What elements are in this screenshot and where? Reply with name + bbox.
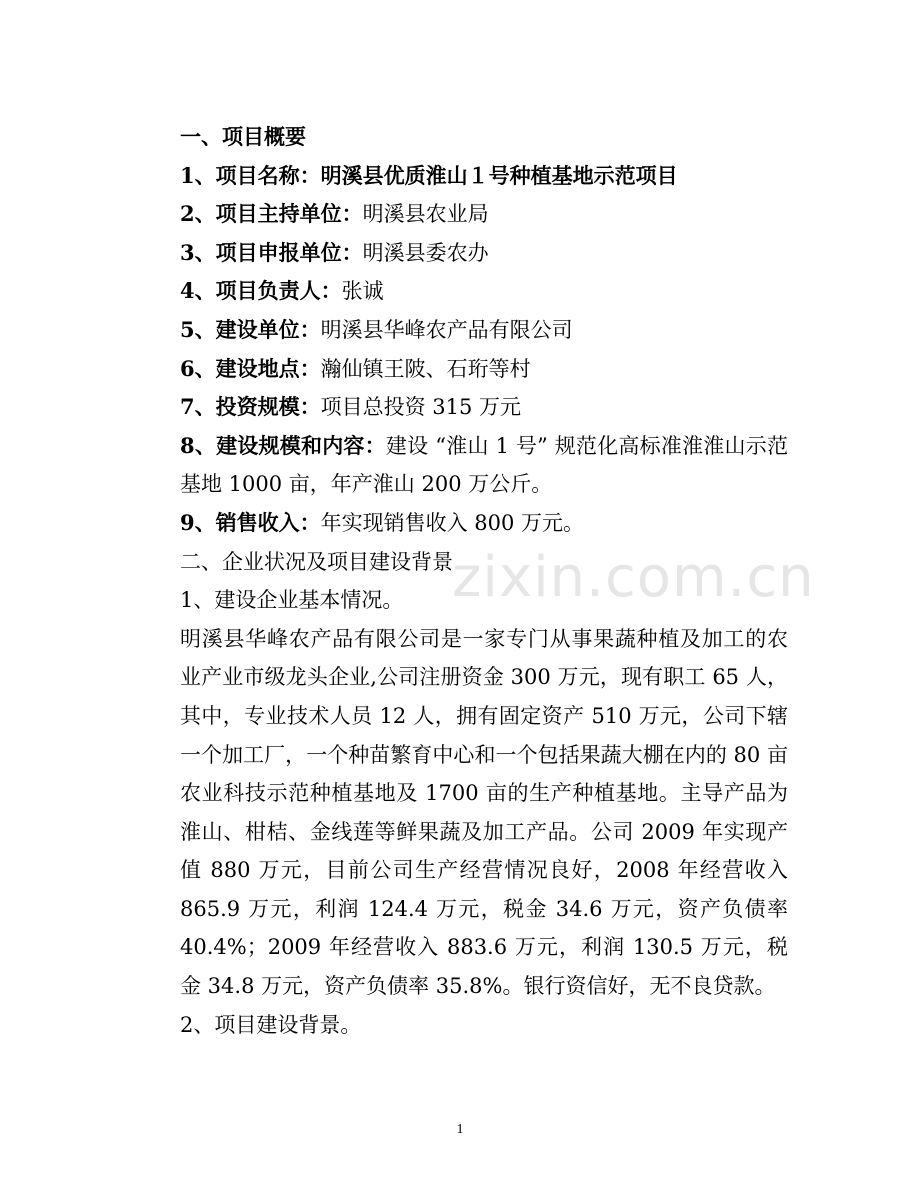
item-sales-revenue (138, 504, 788, 543)
document-body (138, 118, 788, 1044)
item-label: 7、投资规模： (180, 394, 321, 420)
subsection-1-title: 1、建设企业基本情况。 (180, 588, 404, 613)
item-label: 1、项目名称： (180, 162, 321, 188)
item-label: 4、项目负责人： (180, 278, 342, 304)
item-value: 瀚仙镇王陂、石珩等村 (320, 356, 531, 381)
subsection-2-title: 2、项目建设背景。 (180, 1012, 362, 1037)
item-location (138, 350, 788, 389)
item-label: 2、项目主持单位： (180, 201, 363, 227)
item-value: 项目总投资 315 万元 (320, 395, 522, 420)
watermark: zixin.com.cn (452, 545, 815, 610)
section-heading: 一、项目概要 (180, 124, 306, 149)
item-value: 明溪县华峰农产品有限公司 (320, 317, 573, 342)
item-value: 明溪县委农办 (362, 240, 489, 265)
item-construction-unit (138, 311, 788, 350)
item-value: 建设 “淮山 1 号” 规范化高标准淮淮山示范基地 1000 亩，年产淮山 200 万公斤。 (180, 433, 788, 497)
item-value: 明溪县农业局 (362, 202, 489, 227)
item-value: 张诚 (341, 279, 384, 304)
item-project-name (138, 157, 788, 196)
company-profile-paragraph: 明溪县华峰农产品有限公司是一家专门从事果蔬种植及加工的农业产业市级龙头企业,公司注册资金 300 万元，现有职工 65 人，其中，专业技术人员 12 人，拥有固定资产 510 万元，公司下辖一个加工厂，一个种苗繁育中心和一个包括果蔬大棚在内的 80 亩农业科技示范种植基地及 1700 亩的生产种植基地。主导产品为淮山、柑桔、金线莲等鲜果蔬及加工产品。公司 2009 年实现产值 880 万元，目前公司生产经营情况良好，2008 年经营收入 865.9 万元，利润 124.4 万元，税金 34.6 万元，资产负债率 40.4%；2009 年经营收入 883.6 万元，利润 130.5 万元，税金 34.8 万元，资产负债率 35.8%。银行资信好，无不良贷款。 (180, 626, 788, 999)
item-project-leader (138, 272, 788, 311)
item-applicant-unit (138, 234, 788, 273)
item-investment (138, 388, 788, 427)
section-2-title: 二、企业状况及项目建设背景 (180, 549, 453, 574)
item-label: 5、建设单位： (180, 316, 321, 342)
item-value: 年实现销售收入 800 万元。 (320, 510, 585, 535)
item-label: 8、建设规模和内容： (180, 432, 386, 458)
item-value: 明溪县优质淮山１号种植基地示范项目 (320, 162, 678, 188)
page-number: 1 (456, 1122, 464, 1137)
item-label: 3、项目申报单位： (180, 239, 363, 265)
item-label: 6、建设地点： (180, 355, 321, 381)
item-label: 9、销售收入： (180, 509, 321, 535)
item-scale-content (138, 427, 788, 504)
item-host-unit (138, 195, 788, 234)
